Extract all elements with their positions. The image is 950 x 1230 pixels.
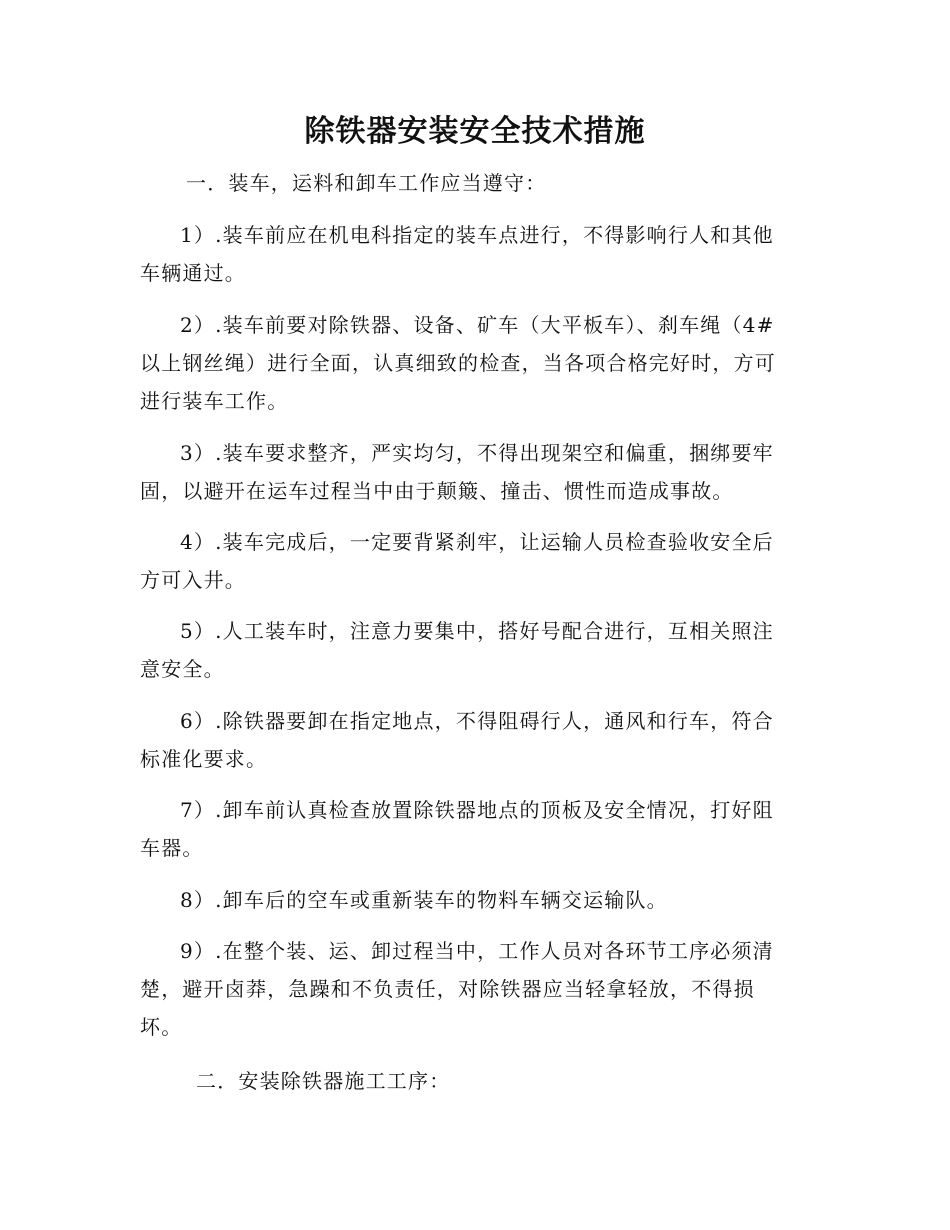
item-5-paragraph: 5）.人工装车时，注意力要集中，搭好号配合进行，互相关照注意安全。 [140, 619, 774, 681]
item-7-paragraph: 7）.卸车前认真检查放置除铁器地点的顶板及安全情况，打好阻车器。 [140, 798, 774, 860]
item-2-paragraph: 2）.装车前要对除铁器、设备、矿车（大平板车）、刹车绳（4#以上钢丝绳）进行全面，认真细致的检查，当各项合格完好时，方可进行装车工作。 [140, 313, 776, 413]
item-9-paragraph: 9）.在整个装、运、卸过程当中，工作人员对各环节工序必须清楚，避开卤莽，急躁和不负责任，对除铁器应当轻拿轻放，不得损坏。 [140, 939, 774, 1039]
item-3-paragraph: 3）.装车要求整齐，严实均匀，不得出现架空和偏重，捆绑要牢固，以避开在运车过程当中由于颠簸、撞击、惯性而造成事故。 [140, 441, 774, 503]
item-6-paragraph: 6）.除铁器要卸在指定地点，不得阻碍行人，通风和行车，符合标准化要求。 [140, 709, 774, 771]
item-1-paragraph: 1）.装车前应在机电科指定的装车点进行，不得影响行人和其他车辆通过。 [140, 223, 774, 285]
item-8-paragraph: 8）.卸车后的空车或重新装车的物料车辆交运输队。 [180, 888, 668, 912]
document-title: 除铁器安装安全技术措施 [304, 114, 646, 149]
section-2-heading: 二．安装除铁器施工工序： [196, 1069, 451, 1093]
item-4-paragraph: 4）.装车完成后，一定要背紧刹牢，让运输人员检查验收安全后方可入井。 [140, 530, 774, 592]
section-1-heading: 一．装车，运料和卸车工作应当遵守： [186, 171, 547, 195]
